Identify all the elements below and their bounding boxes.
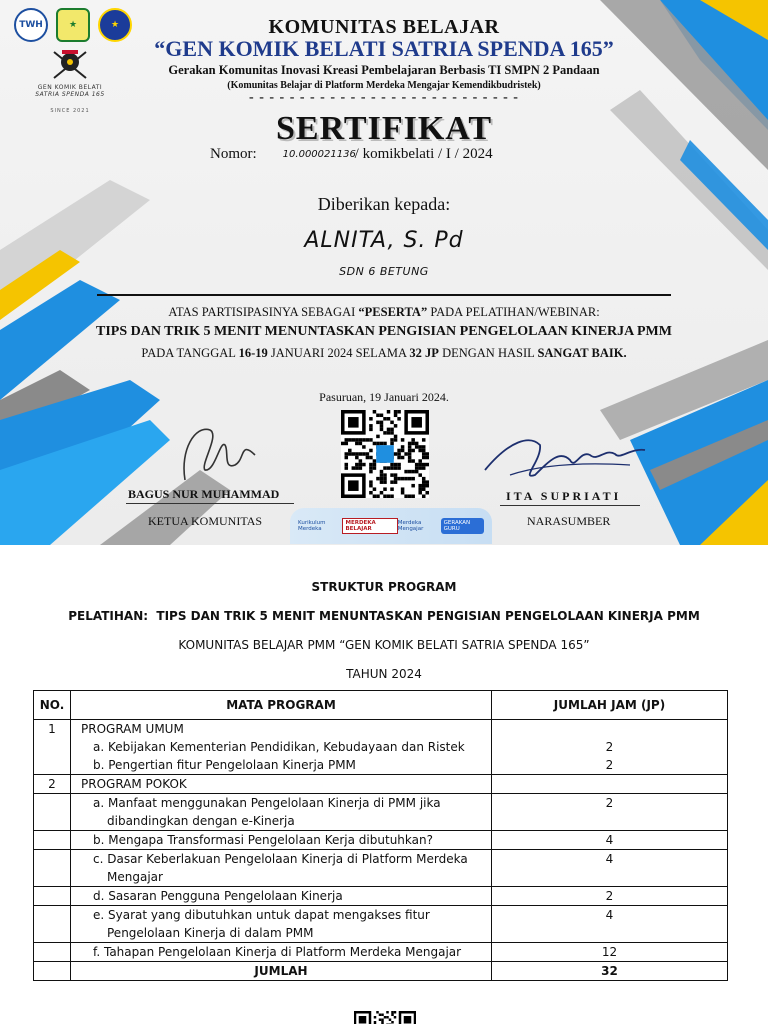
certificate-number xyxy=(210,146,493,163)
recipient-school: SDN 6 BETUNG xyxy=(339,265,429,278)
total-value: 32 xyxy=(492,962,728,981)
footer-logos xyxy=(290,508,492,544)
row-jp-value: 2 xyxy=(605,758,614,772)
participation-pre: ATAS PARTISIPASINYA SEBAGAI xyxy=(168,305,359,319)
row-no: 2 xyxy=(34,775,71,794)
row-program-title: PROGRAM POKOK xyxy=(71,775,492,794)
right-signer-name: ITA SUPRIATI xyxy=(506,489,622,503)
row-program xyxy=(71,831,492,850)
row-program-item: a. Manfaat menggunakan Pengelolaan Kinerja di PMM jika xyxy=(93,796,441,810)
row-no: 1 xyxy=(34,720,71,775)
merdeka-belajar-logo: MERDEKA BELAJAR xyxy=(342,518,397,534)
header-community-name: “GEN KOMIK BELATI SATRIA SPENDA 165” xyxy=(154,36,614,61)
regency-emblem-icon: ★ xyxy=(56,8,90,42)
row-program-item: b. Pengertian fitur Pengelolaan Kinerja PMM xyxy=(93,758,356,772)
row-program xyxy=(71,794,492,831)
row-jp-value: 12 xyxy=(492,943,728,962)
community-logo-line2: SATRIA SPENDA 165 xyxy=(35,91,105,98)
nomor-value: 10.000021136 xyxy=(282,149,356,160)
program-training xyxy=(0,609,768,623)
program-table xyxy=(33,690,728,981)
name-underline xyxy=(97,294,671,296)
row-program-title: PROGRAM UMUM xyxy=(81,722,184,736)
program-training-label: PELATIHAN: xyxy=(68,609,149,623)
col-header-jp: JUMLAH JAM (JP) xyxy=(492,691,728,720)
table-row xyxy=(34,850,728,887)
program-community: KOMUNITAS BELAJAR PMM “GEN KOMIK BELATI SATRIA SPENDA 165” xyxy=(178,638,590,652)
row-program-item-cont: Pengelolaan Kinerja di dalam PMM xyxy=(107,926,314,940)
participation-line xyxy=(0,305,768,320)
qr-code-icon[interactable] xyxy=(354,1011,416,1024)
given-to-label: Diberikan kepada: xyxy=(317,194,451,214)
row-program xyxy=(71,943,492,962)
row-jp-value: 4 xyxy=(492,850,728,887)
left-signer-title: KETUA KOMUNITAS xyxy=(148,514,263,528)
row-program xyxy=(71,906,492,943)
col-header-mata-program: MATA PROGRAM xyxy=(71,691,492,720)
left-signer-name: BAGUS NUR MUHAMMAD xyxy=(128,487,280,501)
table-row xyxy=(34,887,728,906)
row-program-item: e. Syarat yang dibutuhkan untuk dapat mengakses fitur xyxy=(93,908,430,922)
row-program-item: b. Mengapa Transformasi Pengelolaan Kerja dibutuhkan? xyxy=(93,833,433,847)
row-program xyxy=(71,887,492,906)
program-year: TAHUN 2024 xyxy=(346,667,422,681)
right-signer-title: NARASUMBER xyxy=(527,514,611,528)
table-header-row xyxy=(34,691,728,720)
header-divider: - - - - - - - - - - - - - - - - - - - - - - - - - - - xyxy=(249,90,519,105)
kemendikbud-logo-icon: TWH xyxy=(14,8,48,42)
nomor-label: Nomor: xyxy=(210,146,257,162)
header-komunitas: KOMUNITAS BELAJAR xyxy=(268,16,500,38)
table-row xyxy=(34,720,728,775)
row-program-item: a. Kebijakan Kementerian Pendidikan, Kebudayaan dan Ristek xyxy=(93,740,465,754)
row-program-item: d. Sasaran Pengguna Pengelolaan Kinerja xyxy=(93,889,343,903)
training-result: SANGAT BAIK. xyxy=(537,346,627,360)
col-header-no: NO. xyxy=(34,691,71,720)
training-jp: 32 JP xyxy=(409,346,439,360)
participation-post: PADA PELATIHAN/WEBINAR: xyxy=(427,305,600,319)
left-signature-line xyxy=(126,503,294,504)
program-structure xyxy=(0,545,768,1024)
row-program-item: c. Dasar Keberlakuan Pengelolaan Kinerja di Platform Merdeka xyxy=(93,852,468,866)
right-signature-icon xyxy=(480,430,650,490)
right-signature-line xyxy=(500,505,640,506)
row-program xyxy=(71,720,492,775)
row-jp-value: 4 xyxy=(492,906,728,943)
province-emblem-icon: ★ xyxy=(98,8,132,42)
header-subtitle: (Komunitas Belajar di Platform Merdeka Mengajar Kemendikbudristek) xyxy=(227,80,541,91)
training-title: TIPS DAN TRIK 5 MENIT MENUNTASKAN PENGISIAN PENGELOLAAN KINERJA PMM xyxy=(95,324,672,339)
certificate-title: SERTIFIKAT xyxy=(275,110,492,147)
row-program-item-cont: Mengajar xyxy=(107,870,163,884)
nomor-suffix: / komikbelati / I / 2024 xyxy=(354,146,493,162)
training-dates: 16-19 xyxy=(238,346,268,360)
community-logo-line1: GEN KOMIK BELATI xyxy=(37,84,103,91)
merdeka-mengajar-logo: Merdeka Mengajar xyxy=(397,519,424,532)
table-row xyxy=(34,831,728,850)
date-line-p3: DENGAN HASIL xyxy=(438,346,538,360)
table-total-row xyxy=(34,962,728,981)
kurikulum-merdeka-logo: Kurikulum Merdeka xyxy=(298,519,326,532)
row-jp-value: 2 xyxy=(605,740,614,754)
row-program-item: f. Tahapan Pengelolaan Kinerja di Platform Merdeka Mengajar xyxy=(93,945,462,959)
row-jp-value: 2 xyxy=(492,887,728,906)
qr-code-icon[interactable] xyxy=(340,410,430,498)
place-date: Pasuruan, 19 Januari 2024. xyxy=(319,390,449,404)
community-logo-since: SINCE 2021 xyxy=(50,108,90,114)
table-row xyxy=(34,943,728,962)
row-jp xyxy=(492,775,728,794)
program-heading: STRUKTUR PROGRAM xyxy=(311,580,457,594)
table-row xyxy=(34,775,728,794)
total-label: JUMLAH xyxy=(71,962,492,981)
date-line-p1: PADA TANGGAL xyxy=(141,346,239,360)
recipient-name: ALNITA, S. Pd xyxy=(304,228,464,253)
left-signature-icon xyxy=(165,410,275,490)
gerakan-guru-logo: GERAKAN GURU xyxy=(441,518,484,534)
table-row xyxy=(34,794,728,831)
row-program xyxy=(71,850,492,887)
row-jp-value: 4 xyxy=(492,831,728,850)
table-row xyxy=(34,906,728,943)
row-jp-value: 2 xyxy=(492,794,728,831)
row-jp xyxy=(492,720,728,775)
date-line-p2: JANUARI 2024 SELAMA xyxy=(267,346,410,360)
participation-role: “PESERTA” xyxy=(358,305,428,319)
header-gerakan: Gerakan Komunitas Inovasi Kreasi Pembelajaran Berbasis TI SMPN 2 Pandaan xyxy=(168,63,600,77)
row-program-item-cont: dibandingkan dengan e-Kinerja xyxy=(107,814,295,828)
program-training-title: TIPS DAN TRIK 5 MENIT MENUNTASKAN PENGISIAN PENGELOLAAN KINERJA PMM xyxy=(156,609,700,623)
date-line xyxy=(0,346,768,361)
